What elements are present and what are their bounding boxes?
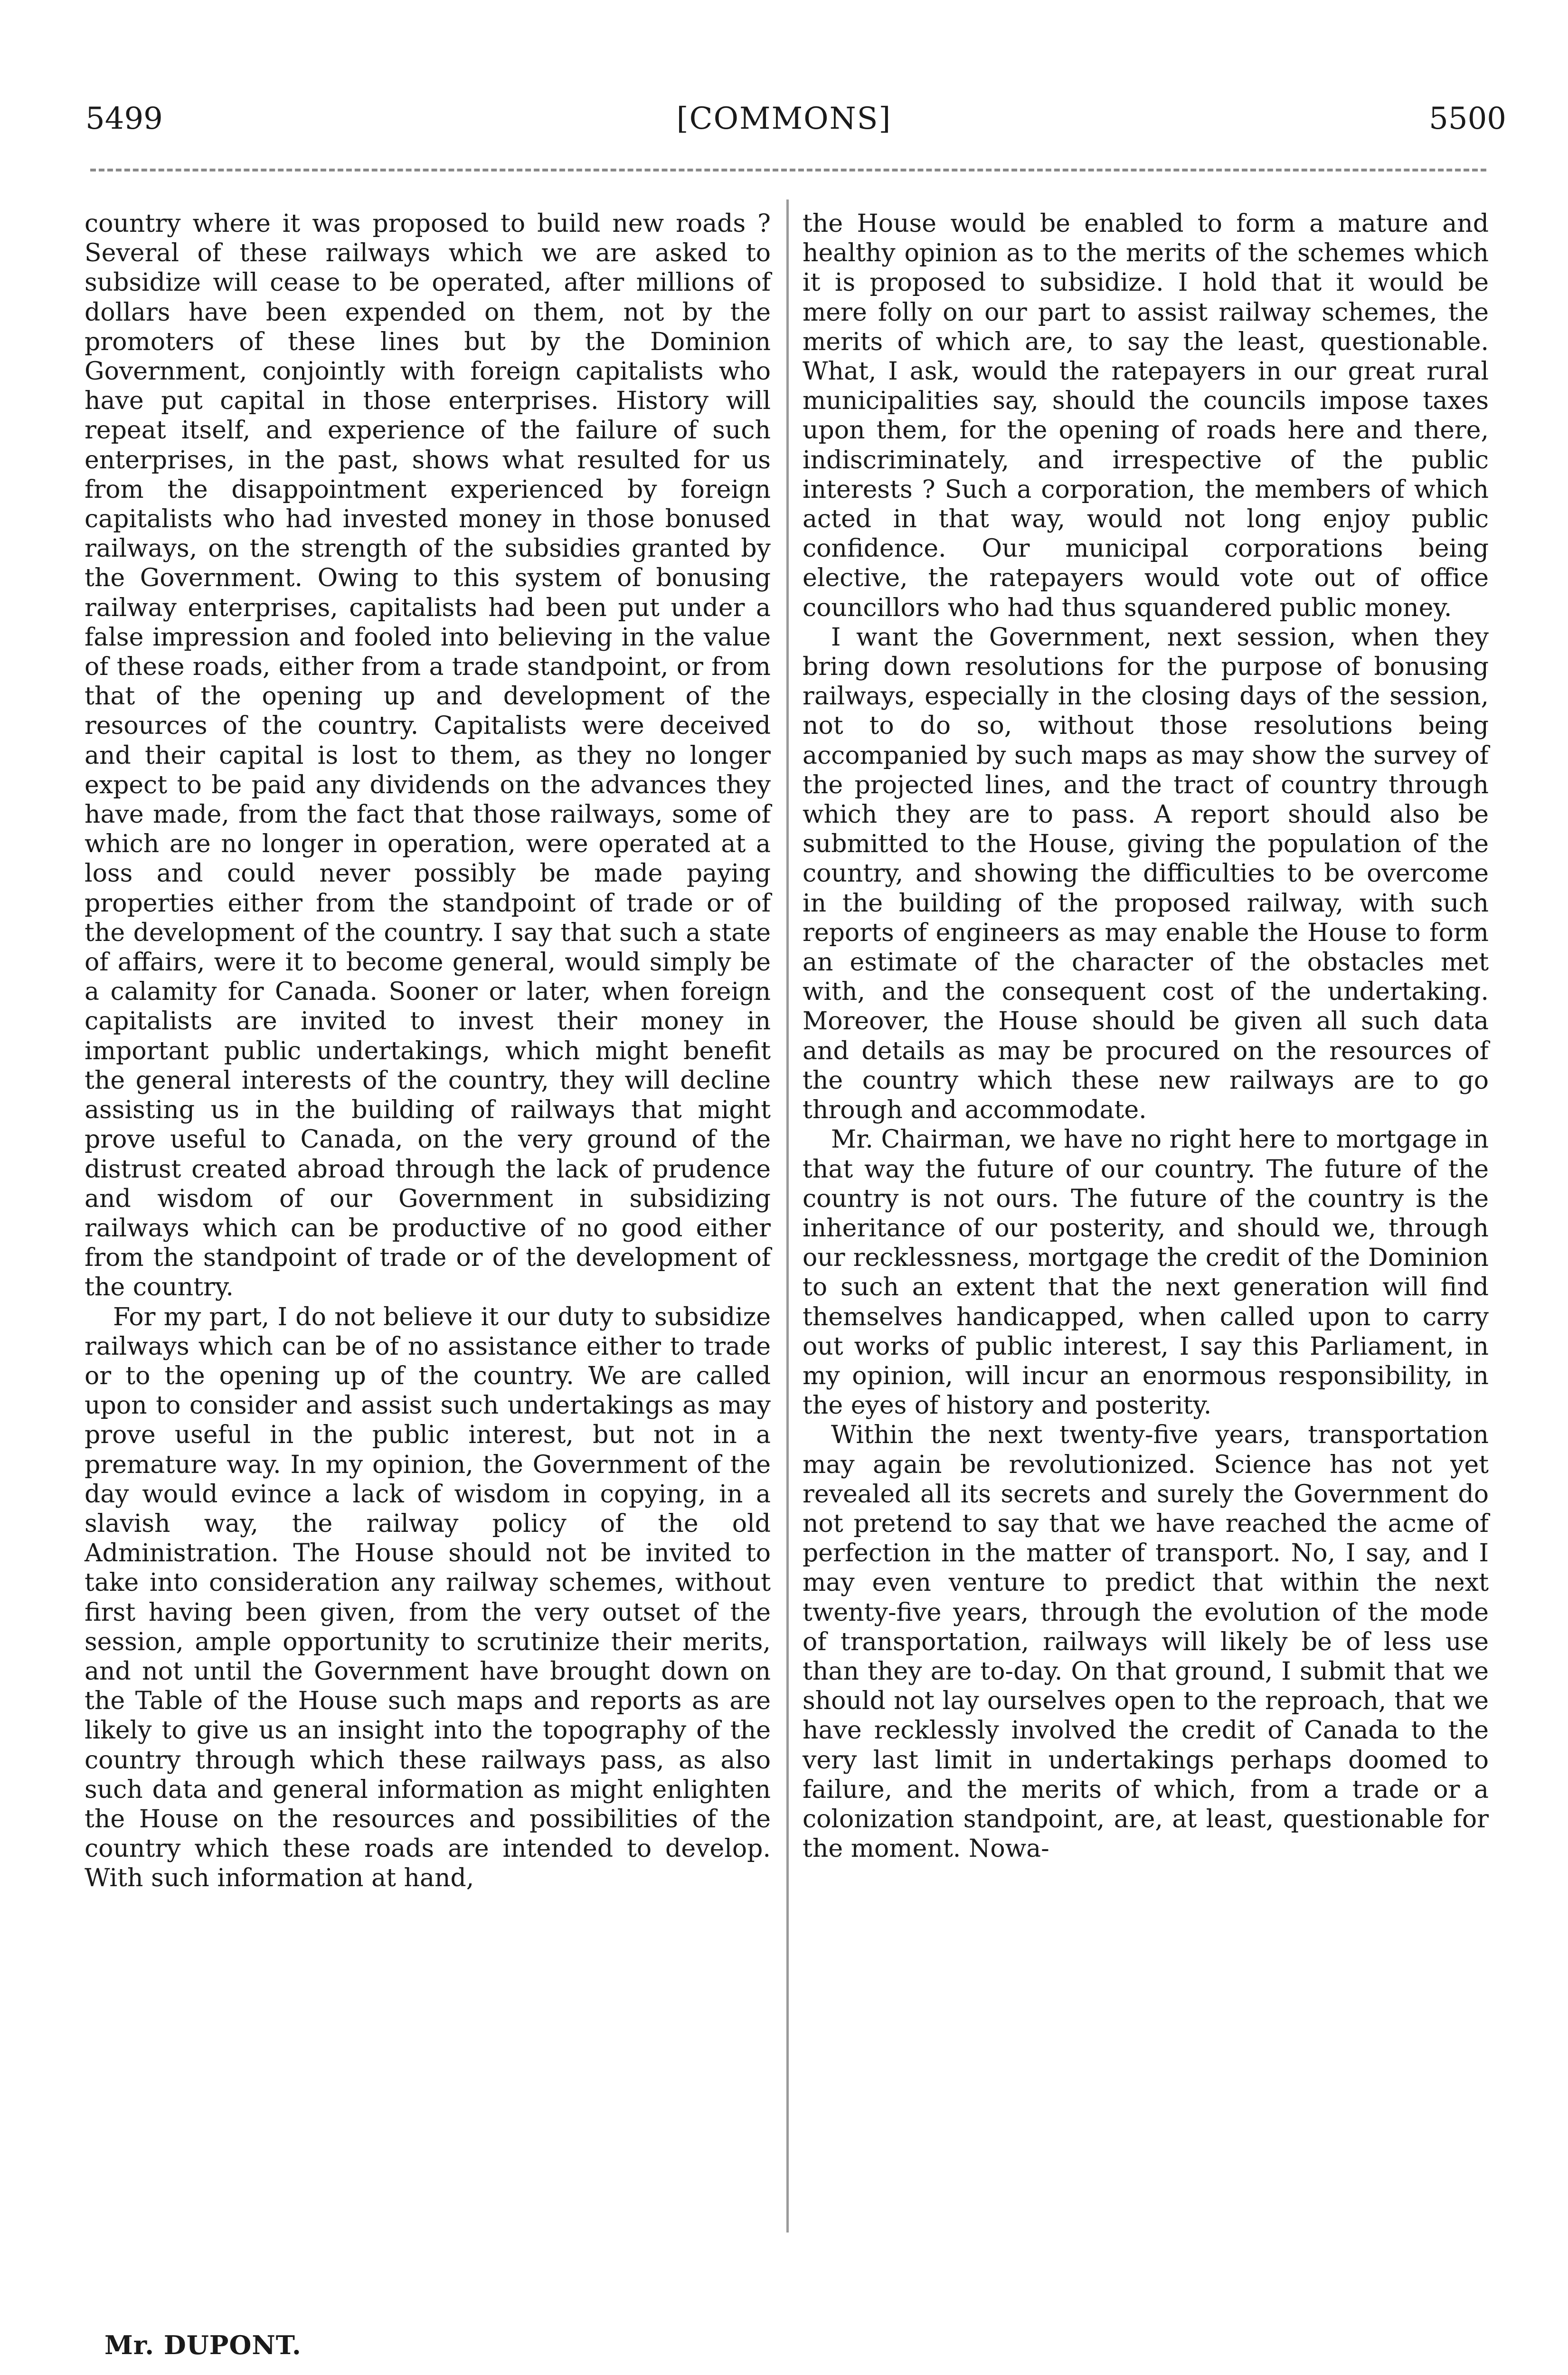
paragraph: I want the Government, next session, when they bring down resolutions for the purpose of bonusing railways, especially in the closing days of the session, not to do so, without those resolutions being accompanied by such maps as may show the survey of the projected lines, and the tract of country through which they are to pass. A report should also be submitted to the House, giving the population of the country, and showing the difficulties to be overcome in the building of the proposed railway, with such reports of engineers as may enable the House to form an estimate of the character of the obstacles met with, and the consequent cost of the undertaking. Moreover, the House should be given all such data and details as may be procured on the resources of the country which these new railways are to go through and accommodate.: [803, 623, 1489, 1125]
page-header: [0, 93, 1568, 145]
speaker-signature: Mr. DUPONT.: [104, 2330, 302, 2360]
page-number-right: 5500: [1429, 101, 1506, 136]
left-column: [85, 209, 771, 1893]
paragraph: Within the next twenty-five years, transportation may again be revolutionized. Science has not yet revealed all its secrets and surely the Government do not pretend to say that we have reached the acme of perfection in the matter of transport. No, I say, and I may even venture to predict that within the next twenty-five years, through the evolution of the mode of transportation, railways will likely be of less use than they are to-day. On that ground, I submit that we should not lay ourselves open to the reproach, that we have recklessly involved the credit of Canada to the very last limit in undertakings perhaps doomed to failure, and the merits of which, from a trade or a colonization standpoint, are, at least, questionable for the moment. Nowa-: [803, 1421, 1489, 1863]
paragraph: For my part, I do not believe it our duty to subsidize railways which can be of no assistance either to trade or to the opening up of the country. We are called upon to consider and assist such undertakings as may prove useful in the public interest, but not in a premature way. In my opinion, the Government of the day would evince a lack of wisdom in copying, in a slavish way, the railway policy of the old Administration. The House should not be invited to take into consideration any railway schemes, without first having been given, from the very outset of the session, ample opportunity to scrutinize their merits, and not until the Government have brought down on the Table of the House such maps and reports as are likely to give us an insight into the topography of the country through which these railways pass, as also such data and general information as might enlighten the House on the resources and possibilities of the country which these roads are intended to develop. With such information at hand,: [85, 1302, 771, 1893]
paragraph: Mr. Chairman, we have no right here to mortgage in that way the future of our country. The future of the country is not ours. The future of the country is the inheritance of our posterity, and should we, through our recklessness, mortgage the credit of the Dominion to such an extent that the next generation will find themselves handicapped, when called upon to carry out works of public interest, I say this Parliament, in my opinion, will incur an enormous responsibility, in the eyes of history and posterity.: [803, 1125, 1489, 1420]
header-rule: [90, 169, 1486, 171]
column-divider: [786, 200, 789, 2232]
page-title: [COMMONS]: [676, 101, 892, 136]
paragraph: the House would be enabled to form a mature and healthy opinion as to the merits of the schemes which it is proposed to subsidize. I hold that it would be mere folly on our part to assist railway schemes, the merits of which are, to say the least, questionable. What, I ask, would the ratepayers in our great rural municipalities say, should the councils impose taxes upon them, for the opening of roads here and there, indiscriminately, and irrespective of the public interests ? Such a corporation, the members of which acted in that way, would not long enjoy public confidence. Our municipal corporations being elective, the ratepayers would vote out of office councillors who had thus squandered public money.: [803, 209, 1489, 622]
paragraph: country where it was proposed to build new roads ? Several of these railways which we are asked to subsidize will cease to be operated, after millions of dollars have been expended on them, not by the promoters of these lines but by the Dominion Government, conjointly with foreign capitalists who have put capital in those enterprises. History will repeat itself, and experience of the failure of such enterprises, in the past, shows what resulted for us from the disappointment experienced by foreign capitalists who had invested money in those bonused railways, on the strength of the subsidies granted by the Government. Owing to this system of bonusing railway enterprises, capitalists had been put under a false impression and fooled into believing in the value of these roads, either from a trade standpoint, or from that of the opening up and development of the resources of the country. Capitalists were deceived and their capital is lost to them, as they no longer expect to be paid any dividends on the advances they have made, from the fact that those railways, some of which are no longer in operation, were operated at a loss and could never possibly be made paying properties either from the standpoint of trade or of the development of the country. I say that such a state of affairs, were it to become general, would simply be a calamity for Canada. Sooner or later, when foreign capitalists are invited to invest their money in important public undertakings, which might benefit the general interests of the country, they will decline assisting us in the building of railways that might prove useful to Canada, on the very ground of the distrust created abroad through the lack of prudence and wisdom of our Government in subsidizing railways which can be productive of no good either from the standpoint of trade or of the development of the country.: [85, 209, 771, 1302]
page-number-left: 5499: [85, 101, 163, 136]
right-column: [803, 209, 1489, 1863]
